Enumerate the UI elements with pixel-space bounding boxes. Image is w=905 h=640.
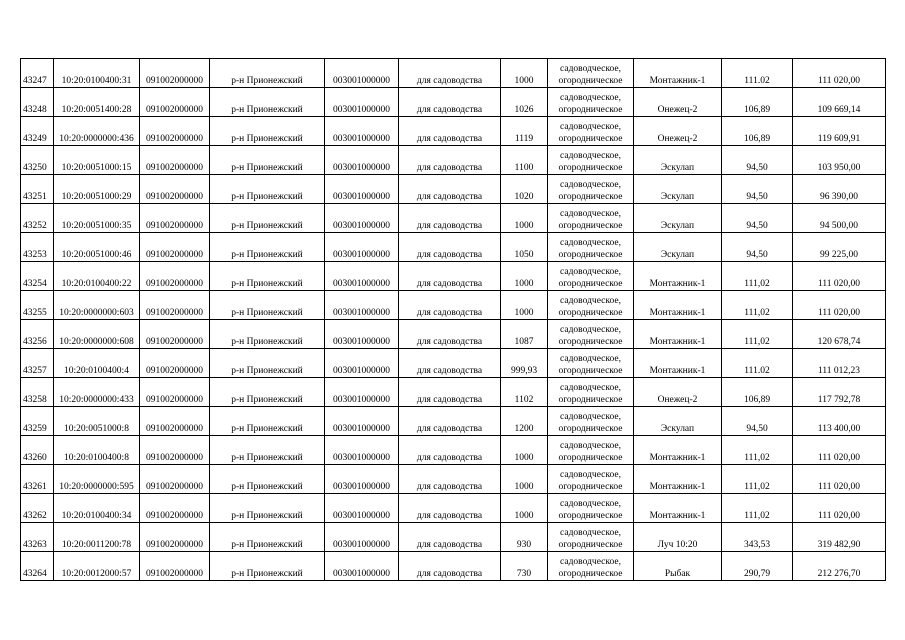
table-body: [21, 59, 886, 581]
cell-area: 1119: [501, 117, 548, 146]
cell-district: р-н Прионежский: [210, 378, 325, 407]
cell-district: р-н Прионежский: [210, 436, 325, 465]
cell-okato-code: 091002000000: [140, 233, 210, 262]
category-line-1: садоводческое,: [560, 267, 621, 277]
table-row: [21, 262, 886, 291]
category-line-2: огородническое: [558, 249, 623, 260]
category-line-2: огородническое: [558, 365, 623, 376]
table-row: [21, 59, 886, 88]
table-row: [21, 494, 886, 523]
cell-category: [548, 523, 634, 552]
cell-record-id: 43257: [21, 349, 54, 378]
cell-society-name: Монтажник-1: [634, 291, 722, 320]
cell-okato-code: 091002000000: [140, 117, 210, 146]
cell-record-id: 43253: [21, 233, 54, 262]
cell-cadastral-value: 111 020,00: [793, 291, 886, 320]
cell-cadastral-number: 10:20:0051000:46: [54, 233, 140, 262]
category-line-2: огородническое: [558, 220, 623, 231]
category-line-2: огородническое: [558, 191, 623, 202]
cell-society-name: Монтажник-1: [634, 465, 722, 494]
cell-specific-value: 94,50: [722, 204, 793, 233]
cell-permitted-use: для садоводства: [399, 175, 501, 204]
cell-permitted-use: для садоводства: [399, 291, 501, 320]
category-line-2: огородническое: [558, 307, 623, 318]
cell-record-id: 43260: [21, 436, 54, 465]
cell-category: [548, 233, 634, 262]
cell-classifier-code: 003001000000: [325, 146, 399, 175]
cell-area: 1087: [501, 320, 548, 349]
cell-record-id: 43249: [21, 117, 54, 146]
cell-area: 1000: [501, 262, 548, 291]
cell-classifier-code: 003001000000: [325, 523, 399, 552]
cell-cadastral-number: 10:20:0011200:78: [54, 523, 140, 552]
cell-classifier-code: 003001000000: [325, 59, 399, 88]
cell-specific-value: 111,02: [722, 262, 793, 291]
cell-okato-code: 091002000000: [140, 175, 210, 204]
cell-classifier-code: 003001000000: [325, 233, 399, 262]
cell-cadastral-number: 10:20:0012000:57: [54, 552, 140, 581]
category-line-1: садоводческое,: [560, 528, 621, 538]
cell-okato-code: 091002000000: [140, 552, 210, 581]
cell-record-id: 43263: [21, 523, 54, 552]
cell-cadastral-number: 10:20:0051000:8: [54, 407, 140, 436]
cell-cadastral-number: 10:20:0051400:28: [54, 88, 140, 117]
cell-area: 999,93: [501, 349, 548, 378]
cell-cadastral-value: 94 500,00: [793, 204, 886, 233]
cell-area: 1000: [501, 436, 548, 465]
cell-area: 1100: [501, 146, 548, 175]
table-row: [21, 204, 886, 233]
cell-district: р-н Прионежский: [210, 407, 325, 436]
table-row: [21, 465, 886, 494]
cell-district: р-н Прионежский: [210, 117, 325, 146]
cell-okato-code: 091002000000: [140, 407, 210, 436]
category-line-2: огородническое: [558, 539, 623, 550]
table-row: [21, 407, 886, 436]
table-row: [21, 291, 886, 320]
cell-society-name: Онежец-2: [634, 378, 722, 407]
cell-cadastral-number: 10:20:0000000:595: [54, 465, 140, 494]
cell-district: р-н Прионежский: [210, 204, 325, 233]
table-row: [21, 436, 886, 465]
cell-specific-value: 111,02: [722, 291, 793, 320]
cell-category: [548, 320, 634, 349]
cadastral-value-table: [20, 58, 886, 581]
cell-district: р-н Прионежский: [210, 88, 325, 117]
cell-district: р-н Прионежский: [210, 552, 325, 581]
cell-classifier-code: 003001000000: [325, 465, 399, 494]
cell-cadastral-value: 103 950,00: [793, 146, 886, 175]
cell-classifier-code: 003001000000: [325, 291, 399, 320]
cell-record-id: 43251: [21, 175, 54, 204]
cell-society-name: Рыбак: [634, 552, 722, 581]
cell-cadastral-value: 111 020,00: [793, 465, 886, 494]
cell-cadastral-value: 120 678,74: [793, 320, 886, 349]
cell-classifier-code: 003001000000: [325, 378, 399, 407]
category-line-2: огородническое: [558, 452, 623, 463]
category-line-2: огородническое: [558, 568, 623, 579]
cell-permitted-use: для садоводства: [399, 523, 501, 552]
category-line-1: садоводческое,: [560, 441, 621, 451]
cell-specific-value: 94,50: [722, 175, 793, 204]
cell-category: [548, 465, 634, 494]
cell-category: [548, 407, 634, 436]
cell-cadastral-number: 10:20:0000000:603: [54, 291, 140, 320]
cell-record-id: 43252: [21, 204, 54, 233]
cell-cadastral-number: 10:20:0100400:4: [54, 349, 140, 378]
cell-district: р-н Прионежский: [210, 59, 325, 88]
cell-permitted-use: для садоводства: [399, 233, 501, 262]
category-line-2: огородническое: [558, 481, 623, 492]
cell-permitted-use: для садоводства: [399, 494, 501, 523]
category-line-1: садоводческое,: [560, 325, 621, 335]
cell-district: р-н Прионежский: [210, 262, 325, 291]
cell-society-name: Луч 10:20: [634, 523, 722, 552]
cell-specific-value: 94,50: [722, 146, 793, 175]
cell-cadastral-number: 10:20:0051000:29: [54, 175, 140, 204]
cell-specific-value: 290,79: [722, 552, 793, 581]
cell-cadastral-number: 10:20:0000000:436: [54, 117, 140, 146]
cell-okato-code: 091002000000: [140, 262, 210, 291]
cell-record-id: 43254: [21, 262, 54, 291]
cell-society-name: Монтажник-1: [634, 59, 722, 88]
cell-okato-code: 091002000000: [140, 523, 210, 552]
category-line-1: садоводческое,: [560, 238, 621, 248]
cell-permitted-use: для садоводства: [399, 59, 501, 88]
cell-specific-value: 106,89: [722, 117, 793, 146]
cell-specific-value: 94,50: [722, 407, 793, 436]
table-row: [21, 349, 886, 378]
cell-classifier-code: 003001000000: [325, 175, 399, 204]
cell-society-name: Монтажник-1: [634, 349, 722, 378]
category-line-1: садоводческое,: [560, 209, 621, 219]
cell-category: [548, 552, 634, 581]
cell-classifier-code: 003001000000: [325, 320, 399, 349]
cell-district: р-н Прионежский: [210, 146, 325, 175]
category-line-1: садоводческое,: [560, 557, 621, 567]
cell-cadastral-number: 10:20:0100400:8: [54, 436, 140, 465]
cell-area: 1000: [501, 59, 548, 88]
category-line-1: садоводческое,: [560, 412, 621, 422]
cell-okato-code: 091002000000: [140, 465, 210, 494]
table-row: [21, 88, 886, 117]
cell-category: [548, 349, 634, 378]
category-line-1: садоводческое,: [560, 151, 621, 161]
cell-cadastral-value: 117 792,78: [793, 378, 886, 407]
cell-permitted-use: для садоводства: [399, 465, 501, 494]
cell-category: [548, 494, 634, 523]
category-line-2: огородническое: [558, 510, 623, 521]
category-line-1: садоводческое,: [560, 122, 621, 132]
cell-specific-value: 111,02: [722, 465, 793, 494]
cell-cadastral-value: 109 669,14: [793, 88, 886, 117]
cell-record-id: 43256: [21, 320, 54, 349]
category-line-1: садоводческое,: [560, 180, 621, 190]
cell-cadastral-value: 111 020,00: [793, 436, 886, 465]
cell-society-name: Монтажник-1: [634, 320, 722, 349]
cell-district: р-н Прионежский: [210, 291, 325, 320]
cell-specific-value: 343,53: [722, 523, 793, 552]
cell-society-name: Онежец-2: [634, 117, 722, 146]
table-row: [21, 146, 886, 175]
cell-classifier-code: 003001000000: [325, 204, 399, 233]
cell-cadastral-number: 10:20:0100400:31: [54, 59, 140, 88]
table-row: [21, 233, 886, 262]
cell-society-name: Эскулап: [634, 407, 722, 436]
category-line-1: садоводческое,: [560, 296, 621, 306]
category-line-2: огородническое: [558, 162, 623, 173]
table-row: [21, 175, 886, 204]
cell-okato-code: 091002000000: [140, 320, 210, 349]
cell-permitted-use: для садоводства: [399, 117, 501, 146]
cell-area: 1000: [501, 465, 548, 494]
cell-permitted-use: для садоводства: [399, 407, 501, 436]
cell-cadastral-number: 10:20:0051000:15: [54, 146, 140, 175]
cell-cadastral-number: 10:20:0000000:608: [54, 320, 140, 349]
cell-area: 1000: [501, 204, 548, 233]
cell-cadastral-value: 111 020,00: [793, 59, 886, 88]
cell-permitted-use: для садоводства: [399, 436, 501, 465]
table-row: [21, 378, 886, 407]
category-line-2: огородническое: [558, 423, 623, 434]
cell-district: р-н Прионежский: [210, 523, 325, 552]
cell-okato-code: 091002000000: [140, 146, 210, 175]
cell-permitted-use: для садоводства: [399, 349, 501, 378]
cell-cadastral-value: 119 609,91: [793, 117, 886, 146]
cell-category: [548, 117, 634, 146]
cell-record-id: 43258: [21, 378, 54, 407]
cell-category: [548, 175, 634, 204]
cell-record-id: 43250: [21, 146, 54, 175]
cell-classifier-code: 003001000000: [325, 349, 399, 378]
cell-society-name: Эскулап: [634, 146, 722, 175]
cell-district: р-н Прионежский: [210, 233, 325, 262]
table-row: [21, 523, 886, 552]
cell-society-name: Монтажник-1: [634, 262, 722, 291]
cell-area: 1020: [501, 175, 548, 204]
cell-area: 1200: [501, 407, 548, 436]
cell-record-id: 43247: [21, 59, 54, 88]
category-line-2: огородническое: [558, 394, 623, 405]
cell-permitted-use: для садоводства: [399, 320, 501, 349]
cell-permitted-use: для садоводства: [399, 378, 501, 407]
cell-permitted-use: для садоводства: [399, 146, 501, 175]
cell-society-name: Эскулап: [634, 204, 722, 233]
cell-society-name: Монтажник-1: [634, 494, 722, 523]
cell-cadastral-number: 10:20:0000000:433: [54, 378, 140, 407]
cell-specific-value: 111.02: [722, 59, 793, 88]
cell-classifier-code: 003001000000: [325, 262, 399, 291]
cell-district: р-н Прионежский: [210, 320, 325, 349]
cell-society-name: Онежец-2: [634, 88, 722, 117]
cell-okato-code: 091002000000: [140, 59, 210, 88]
table-row: [21, 117, 886, 146]
cell-society-name: Монтажник-1: [634, 436, 722, 465]
cell-category: [548, 204, 634, 233]
cell-category: [548, 146, 634, 175]
category-line-2: огородническое: [558, 278, 623, 289]
cell-area: 1026: [501, 88, 548, 117]
category-line-1: садоводческое,: [560, 64, 621, 74]
cell-district: р-н Прионежский: [210, 465, 325, 494]
cell-record-id: 43261: [21, 465, 54, 494]
cell-record-id: 43262: [21, 494, 54, 523]
cell-district: р-н Прионежский: [210, 175, 325, 204]
cell-permitted-use: для садоводства: [399, 262, 501, 291]
category-line-2: огородническое: [558, 104, 623, 115]
category-line-1: садоводческое,: [560, 93, 621, 103]
cell-category: [548, 88, 634, 117]
cell-record-id: 43259: [21, 407, 54, 436]
cell-area: 1000: [501, 494, 548, 523]
cell-okato-code: 091002000000: [140, 291, 210, 320]
cell-specific-value: 111,02: [722, 436, 793, 465]
cell-cadastral-value: 319 482,90: [793, 523, 886, 552]
category-line-2: огородническое: [558, 133, 623, 144]
cell-classifier-code: 003001000000: [325, 117, 399, 146]
cell-classifier-code: 003001000000: [325, 88, 399, 117]
category-line-1: садоводческое,: [560, 383, 621, 393]
cell-permitted-use: для садоводства: [399, 552, 501, 581]
cell-record-id: 43255: [21, 291, 54, 320]
cell-classifier-code: 003001000000: [325, 407, 399, 436]
cell-classifier-code: 003001000000: [325, 494, 399, 523]
cell-category: [548, 59, 634, 88]
category-line-1: садоводческое,: [560, 354, 621, 364]
cell-cadastral-value: 111 012,23: [793, 349, 886, 378]
cell-area: 1102: [501, 378, 548, 407]
cell-area: 1050: [501, 233, 548, 262]
cell-specific-value: 106,89: [722, 88, 793, 117]
cell-cadastral-value: 212 276,70: [793, 552, 886, 581]
cell-district: р-н Прионежский: [210, 494, 325, 523]
cell-area: 730: [501, 552, 548, 581]
cell-cadastral-value: 96 390,00: [793, 175, 886, 204]
cell-okato-code: 091002000000: [140, 378, 210, 407]
cell-record-id: 43264: [21, 552, 54, 581]
cell-society-name: Эскулап: [634, 233, 722, 262]
cell-category: [548, 291, 634, 320]
cell-category: [548, 262, 634, 291]
category-line-2: огородническое: [558, 336, 623, 347]
cell-okato-code: 091002000000: [140, 494, 210, 523]
category-line-1: садоводческое,: [560, 470, 621, 480]
cell-cadastral-value: 99 225,00: [793, 233, 886, 262]
cell-classifier-code: 003001000000: [325, 436, 399, 465]
cell-okato-code: 091002000000: [140, 349, 210, 378]
cell-category: [548, 378, 634, 407]
category-line-1: садоводческое,: [560, 499, 621, 509]
cell-specific-value: 106,89: [722, 378, 793, 407]
cell-specific-value: 111.02: [722, 349, 793, 378]
cell-area: 1000: [501, 291, 548, 320]
cell-specific-value: 94,50: [722, 233, 793, 262]
cell-district: р-н Прионежский: [210, 349, 325, 378]
cell-area: 930: [501, 523, 548, 552]
cell-cadastral-value: 113 400,00: [793, 407, 886, 436]
category-line-2: огородническое: [558, 75, 623, 86]
cell-record-id: 43248: [21, 88, 54, 117]
cell-permitted-use: для садоводства: [399, 88, 501, 117]
table-row: [21, 552, 886, 581]
cell-cadastral-value: 111 020,00: [793, 494, 886, 523]
cell-permitted-use: для садоводства: [399, 204, 501, 233]
table-row: [21, 320, 886, 349]
cell-cadastral-number: 10:20:0051000:35: [54, 204, 140, 233]
cell-cadastral-number: 10:20:0100400:22: [54, 262, 140, 291]
cell-okato-code: 091002000000: [140, 88, 210, 117]
cell-okato-code: 091002000000: [140, 436, 210, 465]
cell-category: [548, 436, 634, 465]
cell-society-name: Эскулап: [634, 175, 722, 204]
cell-okato-code: 091002000000: [140, 204, 210, 233]
cell-cadastral-number: 10:20:0100400:34: [54, 494, 140, 523]
cell-specific-value: 111,02: [722, 320, 793, 349]
cell-cadastral-value: 111 020,00: [793, 262, 886, 291]
cell-specific-value: 111,02: [722, 494, 793, 523]
cell-classifier-code: 003001000000: [325, 552, 399, 581]
